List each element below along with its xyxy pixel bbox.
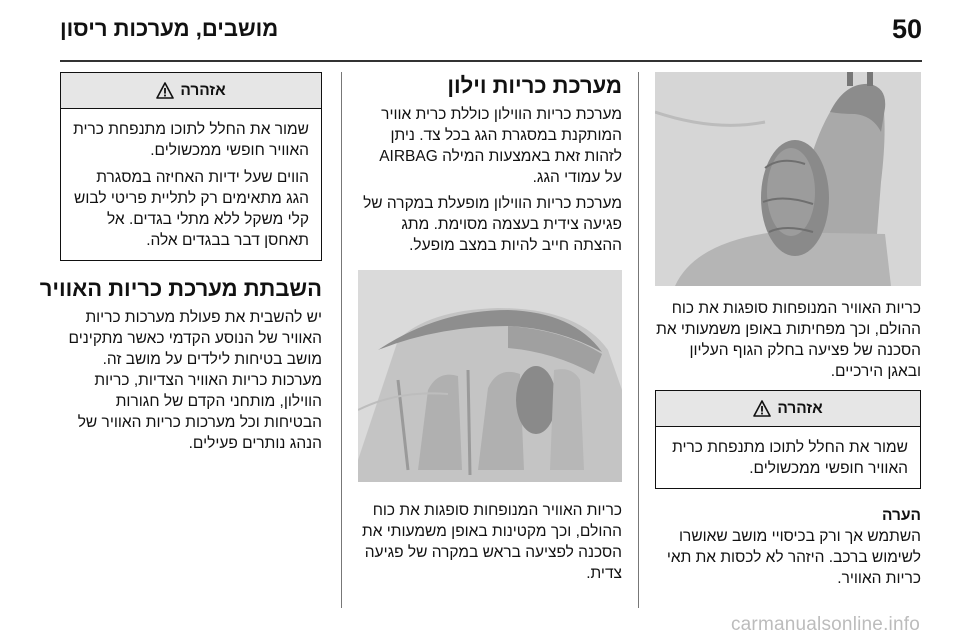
warning-text: הווים שעל ידיות האחיזה במסגרת הגג מתאימים רק לתליית פריטי לבוש קלי משקל ללא מתלי בגדים. אל תאחסן דבר בבגדים אלה. (74, 169, 309, 249)
warning-body (656, 427, 920, 488)
warning-text: שמור את החלל לתוכו מתנפחת כרית האוויר חופשי ממכשולים. (73, 121, 309, 159)
column-divider-right (638, 72, 639, 608)
curtain-airbag-body (358, 104, 622, 256)
note-title: הערה (882, 507, 921, 524)
warning-box-right (655, 390, 921, 489)
warning-triangle-icon (753, 400, 771, 417)
warning-triangle-icon (156, 82, 174, 99)
curtain-airbag-caption-text: כריות האוויר המנופחות סופגות את כוח ההולם, וכך מקטינות באופן משמעותי את הסכנה לפציעה בראש במקרה של פגיעה צדית. (362, 502, 622, 582)
running-title: מושבים, מערכות ריסון (60, 16, 279, 41)
right-column (655, 72, 921, 589)
note-text: השתמש אך ורק בכיסויי מושב שאושרו לשימוש ברכב. היזהר לא לכסות את תאי כריות האוויר. (666, 528, 921, 587)
deactivation-title: השבתת מערכת כריות האוויר (39, 276, 322, 301)
curtain-airbag-title: מערכת כריות וילון (447, 73, 622, 98)
warning-title: אזהרה (180, 82, 226, 99)
column-divider-left (341, 72, 342, 608)
warning-box-left (60, 72, 322, 261)
page-number: 50 (891, 14, 922, 44)
warning-header (656, 391, 920, 427)
middle-column (358, 72, 622, 589)
header-rule (60, 60, 922, 62)
left-column (39, 72, 322, 454)
side-airbag-caption-text: כריות האוויר המנופחות סופגות את כוח ההולם, וכך מפחיתות באופן משמעותי את הסכנה של פציעה בחלק הגוף העליון ובאגן הירכיים. (656, 300, 921, 380)
warning-body (61, 109, 321, 260)
warning-title: אזהרה (777, 400, 823, 417)
deactivation-text: יש להשבית את פעולת מערכות כריות האוויר של הנוסע הקדמי כאשר מתקינים מושב בטיחות לילדים על מושב זה. מערכות כריות האוויר הצדיות, כריות הווילון, מותחני הקדם של חגורות הבטיחות וכל מערכות כריות האוויר של הנהג נותרים פעילים. (68, 309, 322, 452)
deactivation-section (39, 275, 322, 454)
note-block (655, 505, 921, 589)
curtain-airbag-illustration (358, 270, 622, 482)
warning-text: שמור את החלל לתוכו מתנפחת כרית האוויר חופשי ממכשולים. (672, 439, 908, 477)
curtain-airbag-paragraph: מערכת כריות הווילון כוללת כרית אוויר המותקנת במסגרת הגג בכל צד. ניתן לזהות זאת באמצעות המילה AIRBAG על עמודי הגג. (379, 106, 622, 186)
curtain-airbag-paragraph: מערכת כריות הווילון מופעלת במקרה של פגיעה צידית בעצמה מסוימת. מתג ההצתה חייב להיות במצב מופעל. (363, 195, 622, 254)
curtain-airbag-caption (358, 500, 622, 584)
side-airbag-seat-illustration (655, 72, 921, 286)
watermark: carmanualsonline.info (730, 614, 920, 635)
page-header (60, 14, 922, 54)
warning-header (61, 73, 321, 109)
side-airbag-caption (655, 298, 921, 382)
